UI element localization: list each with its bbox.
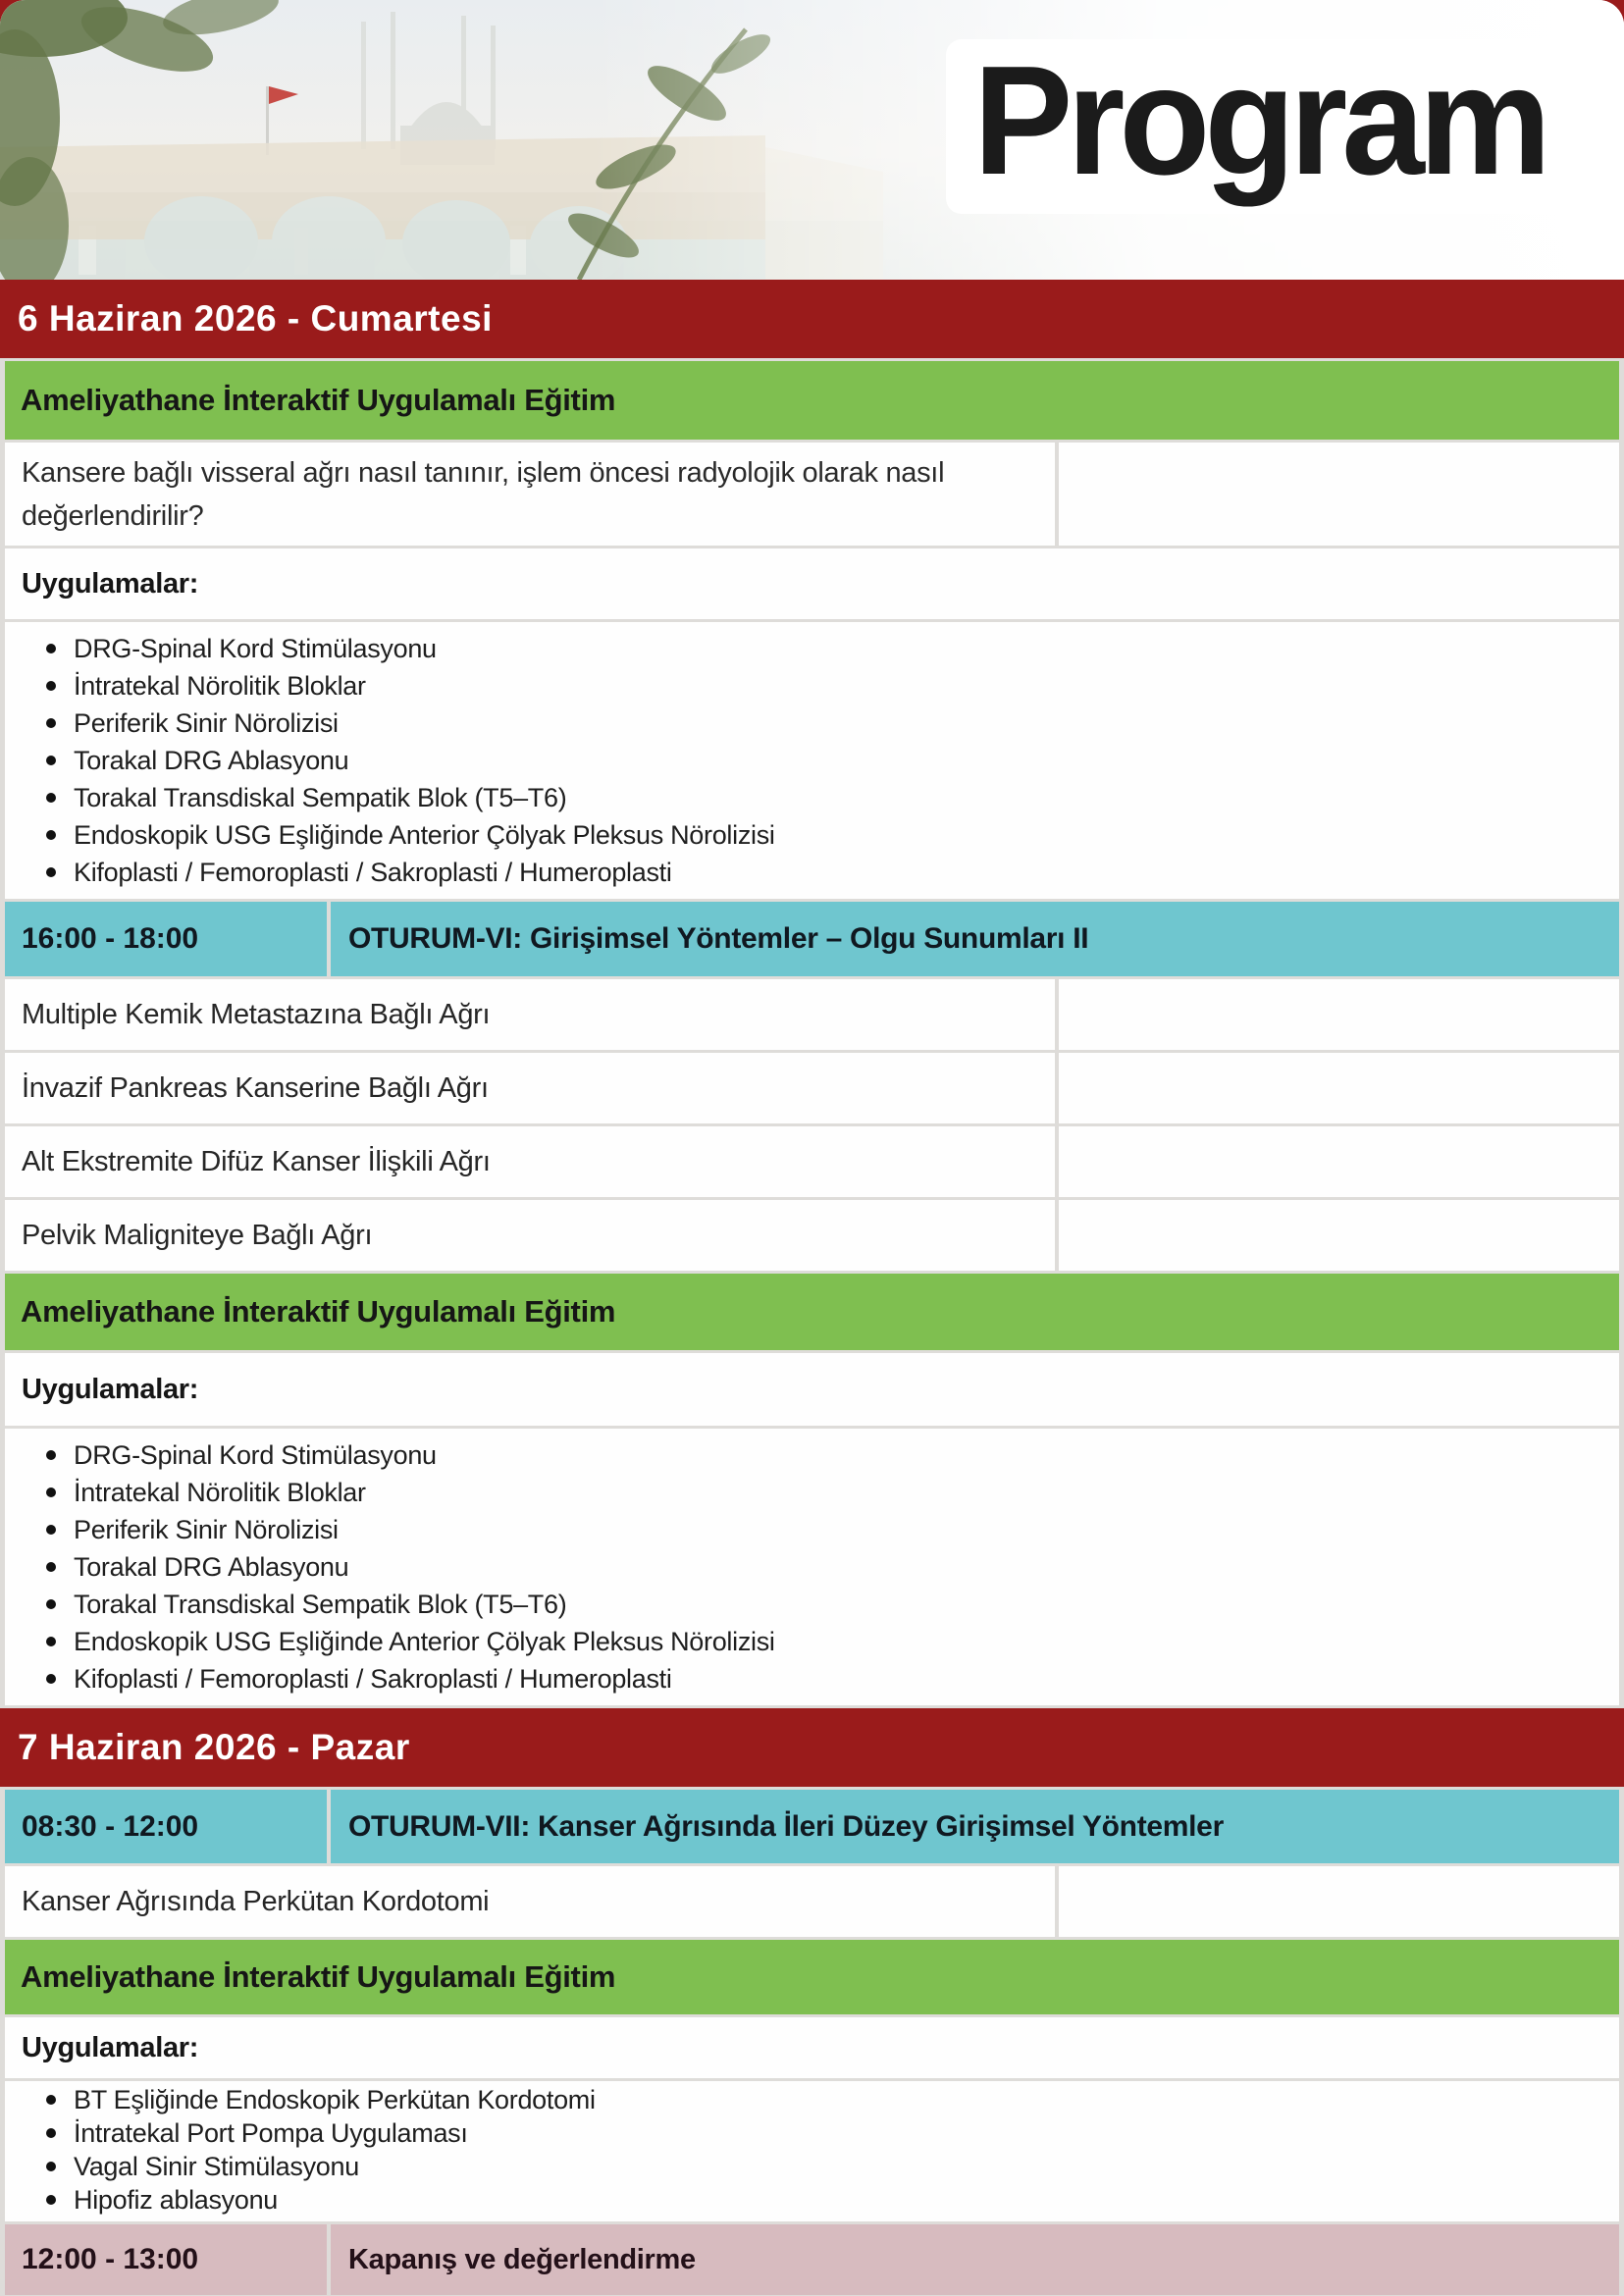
closing-title: Kapanış ve değerlendirme bbox=[331, 2224, 1619, 2295]
list-item bbox=[25, 1548, 1619, 1586]
list-item-text: İntratekal Port Pompa Uygulaması bbox=[74, 2117, 468, 2148]
empty-speaker-cell bbox=[1059, 1200, 1619, 1271]
date-banner-day1: 6 Haziran 2026 - Cumartesi bbox=[0, 280, 1624, 358]
bullet-icon bbox=[46, 2195, 56, 2205]
bullet-icon bbox=[46, 2095, 56, 2105]
applications-label-row bbox=[5, 548, 1619, 619]
session-row-7 bbox=[5, 1790, 1619, 1863]
session-row-6 bbox=[5, 902, 1619, 976]
empty-speaker-cell bbox=[1059, 1126, 1619, 1197]
list-item bbox=[25, 2183, 1619, 2217]
list-item-text: Torakal Transdiskal Sempatik Blok (T5–T6) bbox=[74, 782, 567, 812]
question-cell bbox=[5, 443, 1055, 546]
bullet-icon bbox=[46, 2162, 56, 2171]
empty-speaker-cell bbox=[1059, 979, 1619, 1050]
list-item bbox=[25, 630, 1619, 667]
topic-cell: Pelvik Maligniteye Bağlı Ağrı bbox=[5, 1200, 1055, 1271]
list-item bbox=[25, 1623, 1619, 1660]
applications-label-row bbox=[5, 2017, 1619, 2078]
bullet-icon bbox=[46, 2128, 56, 2138]
applications-list bbox=[5, 622, 1619, 899]
topic-cell: Kanser Ağrısında Perkütan Kordotomi bbox=[5, 1866, 1055, 1937]
workshop-banner: Ameliyathane İnteraktif Uygulamalı Eğitim bbox=[5, 1274, 1619, 1350]
applications-label: Uygulamalar: bbox=[5, 1353, 1619, 1426]
list-item-text: Endoskopik USG Eşliğinde Anterior Çölyak Pleksus Nörolizisi bbox=[74, 1626, 775, 1656]
list-item-text: Torakal Transdiskal Sempatik Blok (T5–T6) bbox=[74, 1589, 567, 1619]
page-header bbox=[0, 0, 1624, 280]
bullet-icon bbox=[46, 1487, 56, 1497]
list-item-text: İntratekal Nörolitik Bloklar bbox=[74, 1477, 366, 1507]
bullet-icon bbox=[46, 1599, 56, 1609]
list-item bbox=[25, 854, 1619, 891]
session-time: 08:30 - 12:00 bbox=[5, 1790, 327, 1863]
topic-row bbox=[5, 979, 1619, 1050]
applications-list bbox=[5, 1429, 1619, 1705]
question-row bbox=[5, 443, 1619, 546]
bullet-icon bbox=[46, 1637, 56, 1646]
topic-row bbox=[5, 1126, 1619, 1197]
topic-row bbox=[5, 1053, 1619, 1123]
topic-row bbox=[5, 1866, 1619, 1937]
program-title: Program bbox=[972, 33, 1545, 208]
list-item bbox=[25, 667, 1619, 704]
header-photo-panel bbox=[0, 0, 1624, 280]
list-item-text: Endoskopik USG Eşliğinde Anterior Çölyak Pleksus Nörolizisi bbox=[74, 819, 775, 850]
list-item-text: Torakal DRG Ablasyonu bbox=[74, 1551, 349, 1582]
list-item bbox=[25, 779, 1619, 816]
empty-speaker-cell bbox=[1059, 1053, 1619, 1123]
list-item-text: Kifoplasti / Femoroplasti / Sakroplasti / Humeroplasti bbox=[74, 1663, 672, 1694]
topic-cell: İnvazif Pankreas Kanserine Bağlı Ağrı bbox=[5, 1053, 1055, 1123]
bullet-icon bbox=[46, 644, 56, 653]
list-item-text: DRG-Spinal Kord Stimülasyonu bbox=[74, 1439, 437, 1470]
list-item bbox=[25, 1586, 1619, 1623]
workshop-banner: Ameliyathane İnteraktif Uygulamalı Eğitim bbox=[5, 361, 1619, 440]
list-item-text: BT Eşliğinde Endoskopik Perkütan Kordotomi bbox=[74, 2084, 596, 2114]
topic-cell: Multiple Kemik Metastazına Bağlı Ağrı bbox=[5, 979, 1055, 1050]
list-item bbox=[25, 1511, 1619, 1548]
list-item bbox=[25, 742, 1619, 779]
topic-cell: Alt Ekstremite Difüz Kanser İlişkili Ağrı bbox=[5, 1126, 1055, 1197]
bullet-icon bbox=[46, 718, 56, 728]
list-item bbox=[25, 2150, 1619, 2183]
applications-list bbox=[5, 2081, 1619, 2221]
question-text: Kansere bağlı visseral ağrı nasıl tanınır, işlem öncesi radyolojik olarak nasıl değerlendirilir? bbox=[22, 457, 945, 532]
bullet-icon bbox=[46, 756, 56, 765]
session-time: 16:00 - 18:00 bbox=[5, 902, 327, 976]
list-item-text: DRG-Spinal Kord Stimülasyonu bbox=[74, 633, 437, 663]
bullet-icon bbox=[46, 681, 56, 691]
bullet-icon bbox=[46, 1562, 56, 1572]
bullet-icon bbox=[46, 830, 56, 840]
empty-speaker-cell bbox=[1059, 443, 1619, 546]
applications-label: Uygulamalar: bbox=[5, 548, 1619, 619]
list-item bbox=[25, 2083, 1619, 2116]
list-item-text: Periferik Sinir Nörolizisi bbox=[74, 707, 339, 738]
bullet-icon bbox=[46, 793, 56, 803]
empty-speaker-cell bbox=[1059, 1866, 1619, 1937]
applications-label: Uygulamalar: bbox=[5, 2017, 1619, 2078]
list-item-text: Kifoplasti / Femoroplasti / Sakroplasti / Humeroplasti bbox=[74, 857, 672, 887]
session-title: OTURUM-VI: Girişimsel Yöntemler – Olgu Sunumları II bbox=[331, 902, 1619, 976]
list-item bbox=[25, 1474, 1619, 1511]
bullet-icon bbox=[46, 1525, 56, 1535]
closing-row bbox=[5, 2224, 1619, 2295]
date-banner-day2: 7 Haziran 2026 - Pazar bbox=[0, 1708, 1624, 1787]
list-item-text: Vagal Sinir Stimülasyonu bbox=[74, 2151, 359, 2181]
topic-row bbox=[5, 1200, 1619, 1271]
session-title: OTURUM-VII: Kanser Ağrısında İleri Düzey Girişimsel Yöntemler bbox=[331, 1790, 1619, 1863]
list-item bbox=[25, 816, 1619, 854]
workshop-banner: Ameliyathane İnteraktif Uygulamalı Eğitim bbox=[5, 1940, 1619, 2014]
list-item bbox=[25, 704, 1619, 742]
bullet-icon bbox=[46, 1450, 56, 1460]
list-item bbox=[25, 1660, 1619, 1697]
list-item-text: İntratekal Nörolitik Bloklar bbox=[74, 670, 366, 701]
list-item-text: Torakal DRG Ablasyonu bbox=[74, 745, 349, 775]
list-item bbox=[25, 1436, 1619, 1474]
list-item-text: Hipofiz ablasyonu bbox=[74, 2184, 279, 2215]
applications-label-row bbox=[5, 1353, 1619, 1426]
program-title-box bbox=[946, 33, 1573, 214]
bullet-icon bbox=[46, 1674, 56, 1684]
closing-time: 12:00 - 13:00 bbox=[5, 2224, 327, 2295]
bullet-icon bbox=[46, 867, 56, 877]
list-item-text: Periferik Sinir Nörolizisi bbox=[74, 1514, 339, 1544]
list-item bbox=[25, 2116, 1619, 2150]
